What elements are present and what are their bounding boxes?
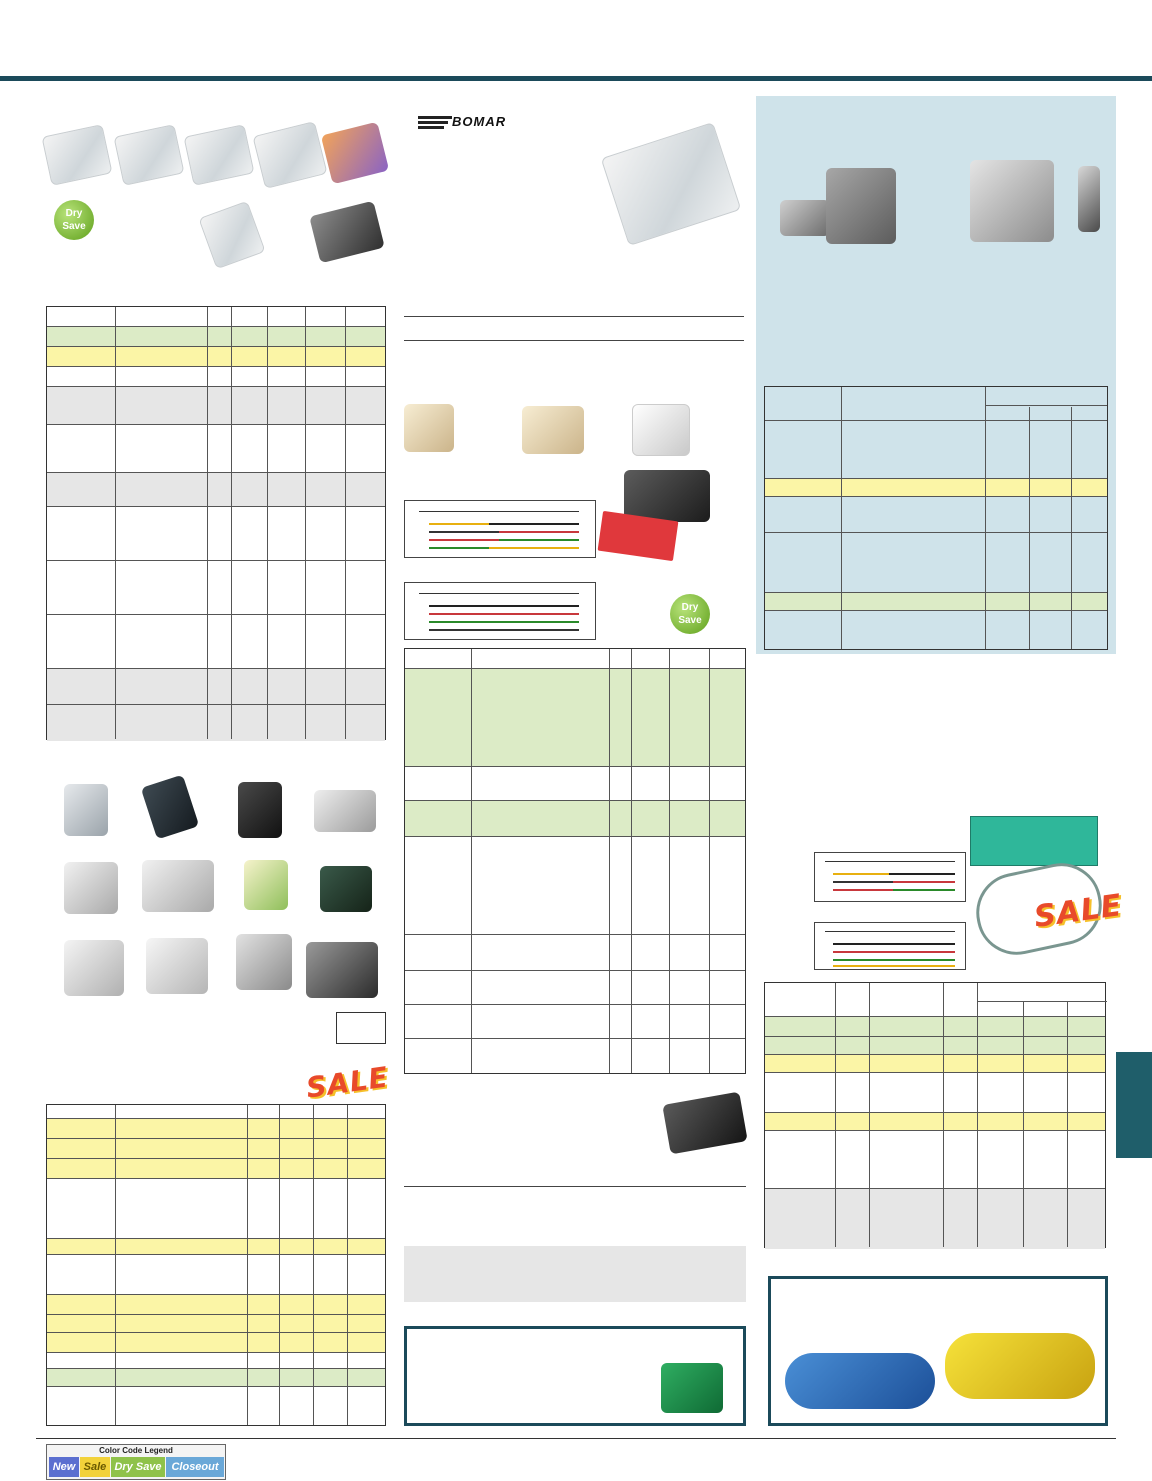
- yellow-patch-cord-photo: [945, 1333, 1095, 1399]
- dry-save-badge: Dry Save: [54, 200, 94, 240]
- table-header-row: [765, 983, 1105, 1017]
- rj45-plug-photo: [601, 122, 742, 246]
- table-header-row: [765, 387, 1107, 421]
- shielded-jack-photo: [306, 942, 378, 998]
- jack-table: [46, 1104, 386, 1426]
- table-row: [47, 561, 385, 615]
- table-row: [47, 1387, 385, 1427]
- table-header-row: [47, 307, 385, 327]
- modular-jack-photo: [141, 775, 200, 840]
- modular-jack-photo: [320, 866, 372, 912]
- table-row: [47, 1315, 385, 1333]
- dual-jack-photo: [314, 790, 376, 832]
- table-row: [405, 935, 745, 971]
- table-row: [47, 1369, 385, 1387]
- table-row: [765, 1189, 1105, 1249]
- table-row: [47, 1179, 385, 1239]
- table-row: [47, 1255, 385, 1295]
- modular-plug-photo: [113, 124, 184, 186]
- plug-table: [46, 306, 386, 740]
- bomar-logo: [418, 114, 508, 130]
- db25-adapter-photo: [970, 160, 1054, 242]
- splitter-photo: [522, 406, 584, 454]
- adapter-table: [764, 386, 1108, 650]
- crossover-wiring-diagram: [404, 500, 596, 558]
- table-row: [47, 1295, 385, 1315]
- table-row: [765, 1037, 1105, 1055]
- table-row: [47, 327, 385, 347]
- table-row: [47, 1159, 385, 1179]
- inline-coupler-photo: [404, 404, 454, 452]
- table-row: [47, 425, 385, 473]
- table-row: [405, 1039, 745, 1075]
- modular-plug-photo: [198, 201, 265, 270]
- table-row: [47, 507, 385, 561]
- patch-cord-box: [768, 1276, 1108, 1426]
- legend-dry-save: Dry Save: [111, 1457, 165, 1477]
- table-row: [47, 1333, 385, 1353]
- sale-badge: SALE: [1031, 888, 1125, 935]
- green-boot-photo: [661, 1363, 723, 1413]
- table-row: [765, 533, 1107, 593]
- divider: [404, 340, 744, 341]
- table-row: [765, 479, 1107, 497]
- table-row: [405, 971, 745, 1005]
- teal-callout: [970, 816, 1098, 866]
- boot-photo: [662, 1092, 747, 1155]
- table-row: [47, 705, 385, 741]
- table-row: [765, 497, 1107, 533]
- straight-wiring-diagram: [404, 582, 596, 640]
- legend-title: Color Code Legend: [99, 1446, 173, 1455]
- dual-jack-photo: [142, 860, 214, 912]
- table-row: [47, 1353, 385, 1369]
- straight-wiring-diagram: [814, 922, 966, 970]
- table-row: [47, 473, 385, 507]
- modular-jack-photo: [64, 862, 118, 914]
- color-code-legend: [46, 1444, 226, 1480]
- table-row: [47, 669, 385, 705]
- table-row: [765, 593, 1107, 611]
- table-row: [47, 387, 385, 425]
- table-row: [47, 1139, 385, 1159]
- modular-plug-photo: [183, 124, 254, 186]
- logo-text: BOMAR: [452, 114, 507, 129]
- table-row: [765, 421, 1107, 479]
- db-adapter-panel: [756, 96, 1116, 654]
- blue-patch-cord-photo: [785, 1353, 935, 1409]
- table-row: [405, 669, 745, 767]
- shielded-plug-photo: [309, 201, 385, 264]
- modular-jack-photo: [238, 782, 282, 838]
- table-row: [765, 611, 1107, 651]
- modular-plug-photo: [321, 122, 389, 185]
- table-row: [47, 367, 385, 387]
- table-row: [47, 347, 385, 367]
- legend-new: New: [49, 1457, 79, 1477]
- rj45-jack-photo: [146, 938, 208, 994]
- modular-jack-photo: [64, 784, 108, 836]
- cord-table: [764, 982, 1106, 1248]
- rj45-jack-photo: [64, 940, 124, 996]
- table-row: [765, 1017, 1105, 1037]
- db9-adapter-photo: [826, 168, 896, 244]
- table-row: [47, 1239, 385, 1255]
- coupler-photo: [632, 404, 690, 456]
- table-row: [765, 1131, 1105, 1189]
- crossover-wiring-diagram: [814, 852, 966, 902]
- pin-connector-photo: [1078, 166, 1100, 232]
- promo-box: [404, 1326, 746, 1426]
- note-panel: [404, 1246, 746, 1302]
- table-row: [405, 801, 745, 837]
- section-tab: [1116, 1052, 1152, 1158]
- rj45-jack-photo: [236, 934, 292, 990]
- table-row: [47, 1119, 385, 1139]
- legend-closeout: Closeout: [166, 1457, 224, 1477]
- db9-connector-photo: [780, 200, 830, 236]
- table-row: [47, 615, 385, 669]
- table-row: [765, 1113, 1105, 1131]
- sale-badge: SALE: [304, 1060, 391, 1105]
- divider: [404, 316, 744, 317]
- legend-sale: Sale: [80, 1457, 110, 1477]
- table-header-row: [47, 1105, 385, 1119]
- modular-jack-photo: [244, 860, 288, 910]
- table-header-row: [405, 649, 745, 669]
- header-rule: [0, 76, 1152, 81]
- modular-plug-photo: [252, 121, 327, 189]
- coupler-table: [404, 648, 746, 1074]
- table-row: [405, 1005, 745, 1039]
- dry-save-badge: Dry Save: [670, 594, 710, 634]
- shielded-coupler-photo: [624, 470, 710, 522]
- table-row: [405, 767, 745, 801]
- divider: [404, 1186, 746, 1187]
- jack-inset-photo: [336, 1012, 386, 1044]
- modular-plug-photo: [41, 124, 112, 186]
- table-row: [405, 837, 745, 935]
- footer-rule: [36, 1438, 1116, 1439]
- table-row: [765, 1073, 1105, 1113]
- table-row: [765, 1055, 1105, 1073]
